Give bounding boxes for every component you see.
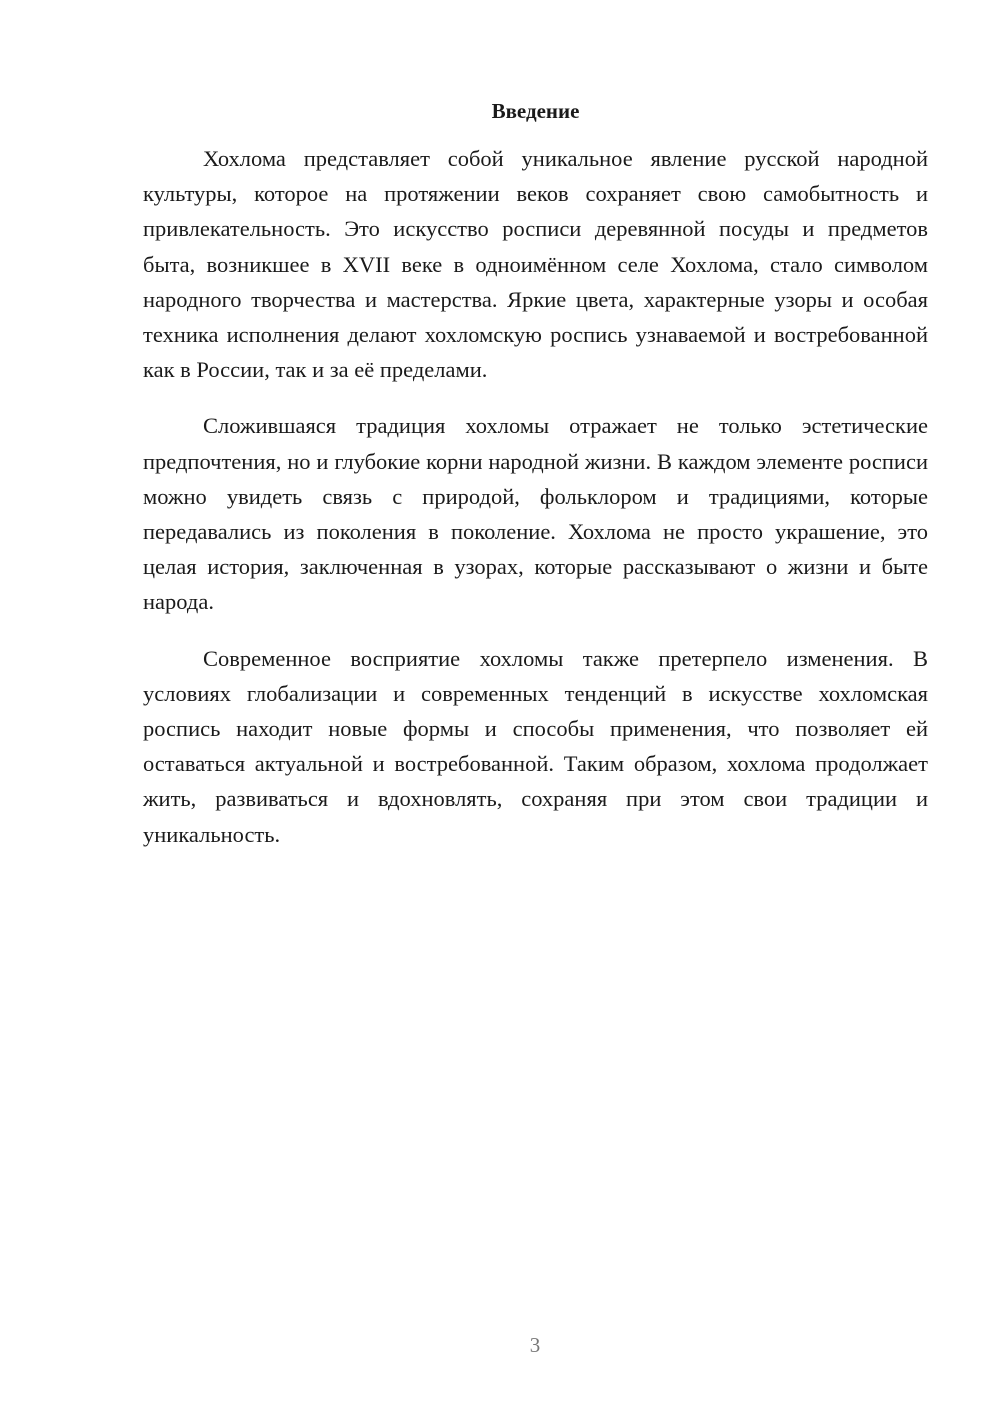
paragraph-3: Современное восприятие хохломы также претерпело изменения. В условиях глобализации и современных тенденций в искусстве хохломская роспись находит новые формы и способы применения, что позволяет ей оставаться актуальной и востребованной. Таким образом, хохлома продолжает жить, развиваться и вдохновлять, сохраняя при этом свои традиции и уникальность. bbox=[143, 645, 928, 847]
page-number: 3 bbox=[529, 1333, 541, 1357]
page-title: Введение bbox=[491, 99, 580, 123]
document-body bbox=[143, 141, 928, 873]
paragraph-2: Сложившаяся традиция хохломы отражает не только эстетические предпочтения, но и глубокие корни народной жизни. В каждом элементе росписи можно увидеть связь с природой, фольклором и традициями, которые передавались из поколения в поколение. Хохлома не просто украшение, это целая история, заключенная в узорах, которые рассказывают о жизни и быте народа. bbox=[143, 413, 928, 615]
paragraph-1: Хохлома представляет собой уникальное явление русской народной культуры, которое на протяжении веков сохраняет свою самобытность и привлекательность. Это искусство росписи деревянной посуды и предметов быта, возникшее в XVII веке в одноимённом селе Хохлома, стало символом народного творчества и мастерства. Яркие цвета, характерные узоры и особая техника исполнения делают хохломскую роспись узнаваемой и востребованной как в России, так и за её пределами. bbox=[143, 146, 928, 383]
